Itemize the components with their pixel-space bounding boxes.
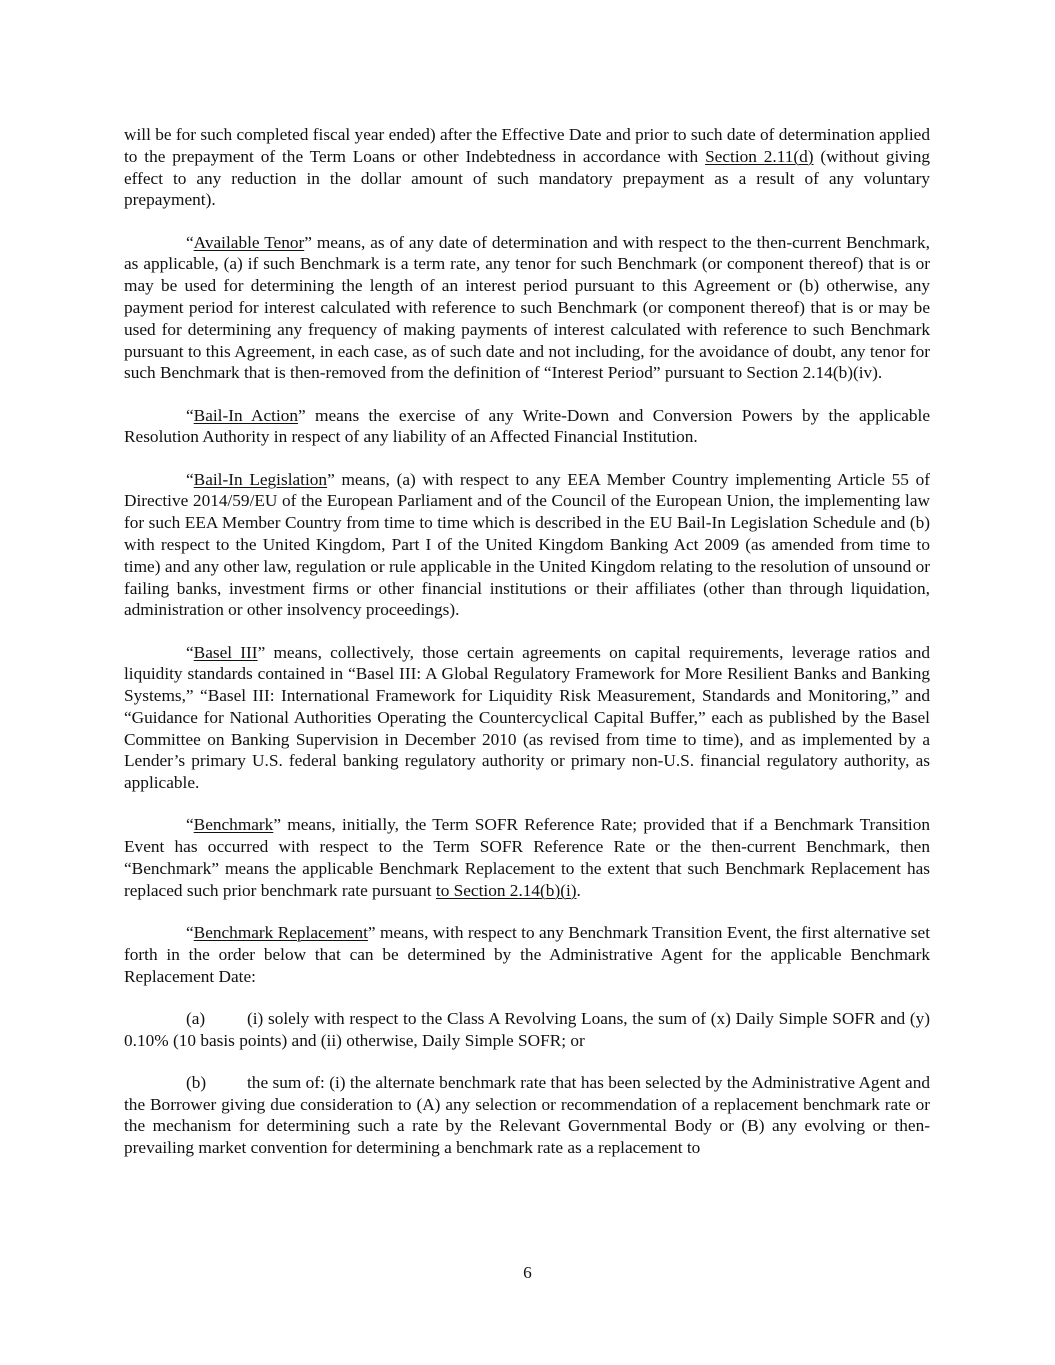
text-run: “ — [186, 642, 194, 662]
text-run: ” means the exercise of any Write-Down and Conversion Powers by the applicable Resolution Authority in respect of any liability of an Affected Financial Institution. — [124, 405, 930, 447]
definition-benchmark — [124, 814, 930, 901]
text-run: ” means, as of any date of determination and with respect to the then-current Benchmark, as applicable, (a) if such Benchmark is a term rate, any tenor for such Benchmark (or component thereof) that is or may be used for determining the length of an interest period pursuant to this Agreement or (b) otherwise, any payment period for interest calculated with reference to such Benchmark (or component thereof) that is or may be used for determining any frequency of making payments of interest calculated with reference to such Benchmark pursuant to this Agreement, in each case, as of such date and not including, for the avoidance of doubt, any tenor for such Benchmark that is then-removed from the definition of “Interest Period” pursuant to Section 2.14(b)(iv). — [124, 232, 930, 383]
document-page — [124, 124, 930, 1179]
text-run: will be for such completed fiscal year ended) after the Effective Date and prior to such date of determination applied to the prepayment of the Term Loans or other Indebtedness in accordance with — [124, 125, 930, 166]
page-number: 6 — [523, 1263, 532, 1282]
text-run: the sum of: (i) the alternate benchmark rate that has been selected by the Administrative Agent and the Borrower giving due consideration to (A) any selection or recommendation of a replacement benchmark rate or the mechanism for determining such a rate by the Relevant Governmental Body or (B) any evolving or then-prevailing market convention for determining a benchmark rate as a replacement to — [124, 1072, 930, 1158]
defined-term: Basel III — [193, 642, 258, 662]
text-run: ” means, with respect to any Benchmark Transition Event, the first alternative set forth in the order below that can be determined by the Administrative Agent for the applicable Benchmark Replacement Date: — [124, 923, 930, 986]
text-run: . — [576, 880, 581, 900]
defined-term: Benchmark Replacement — [193, 923, 368, 943]
defined-term: Bail-In Legislation — [193, 469, 328, 489]
definition-bail-in-legislation — [124, 469, 930, 622]
definition-basel-iii — [124, 642, 930, 795]
clause-b — [124, 1072, 930, 1159]
definition-available-tenor — [124, 232, 930, 385]
text-run: “ — [186, 923, 194, 943]
definition-benchmark-replacement — [124, 922, 930, 987]
text-run: “ — [186, 405, 194, 425]
text-run: “ — [186, 815, 194, 835]
text-run: “ — [186, 469, 194, 489]
text-run: (without giving effect to any reduction in the dollar amount of such mandatory prepayment as a result of any voluntary prepayment). — [124, 146, 930, 210]
defined-term: Benchmark — [193, 815, 274, 835]
defined-term: Bail-In Action — [193, 405, 299, 425]
defined-term: Available Tenor — [193, 232, 305, 252]
text-run: ” means, initially, the Term SOFR Reference Rate; provided that if a Benchmark Transition Event has occurred with respect to the Term SOFR Reference Rate or the then-current Benchmark, then “Benchmark” means the applicable Benchmark Replacement to the extent that such Benchmark Replacement has replaced such prior benchmark rate pursuant — [124, 815, 930, 900]
text-run: (i) solely with respect to the Class A Revolving Loans, the sum of (x) Daily Simple SOFR and (y) 0.10% (10 basis points) and (ii) otherwise, Daily Simple SOFR; or — [124, 1008, 930, 1050]
clause-label: (a) — [186, 1008, 206, 1028]
text-run: ” means, (a) with respect to any EEA Member Country implementing Article 55 of Directive 2014/59/EU of the European Parliament and of the Council of the European Union, the implementing law for such EEA Member Country from time to time which is described in the EU Bail-In Legislation Schedule and (b) with respect to the United Kingdom, Part I of the United Kingdom Banking Act 2009 (as amended from time to time) and any other law, regulation or rule applicable in the United Kingdom relating to the resolution of unsound or failing banks, investment firms or other financial institutions or their affiliates (other than through liquidation, administration or other insolvency proceedings). — [124, 469, 930, 620]
paragraph-carryover — [124, 124, 930, 211]
text-run: ” means, collectively, those certain agreements on capital requirements, leverage ratios and liquidity standards contained in “Basel III: A Global Regulatory Framework for More Resilient Banks and Banking Systems,” “Basel III: International Framework for Liquidity Risk Measurement, Standards and Monitoring,” and “Guidance for National Authorities Operating the Countercyclical Capital Buffer,” each as published by the Basel Committee on Banking Supervision in December 2010 (as revised from time to time), and as implemented by a Lender’s primary U.S. federal banking regulatory authority or primary non-U.S. financial regulatory authority, as applicable. — [124, 642, 931, 793]
clause-label: (b) — [186, 1072, 207, 1092]
text-run: “ — [186, 232, 194, 252]
section-reference: Section 2.11(d) — [705, 146, 814, 166]
definition-bail-in-action — [124, 405, 930, 449]
section-reference: to Section 2.14(b)(i) — [435, 880, 577, 900]
clause-a — [124, 1008, 930, 1052]
